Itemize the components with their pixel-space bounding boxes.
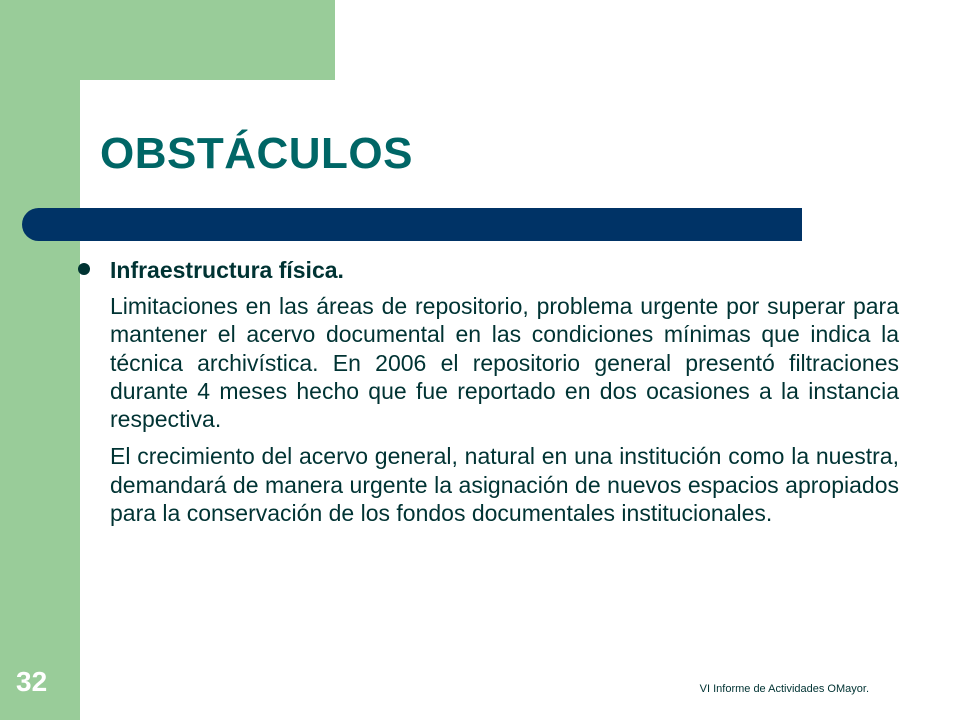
green-top-band — [0, 0, 335, 80]
bullet-icon — [78, 263, 90, 275]
slide-title: OBSTÁCULOS — [100, 129, 413, 178]
slide-body — [110, 255, 899, 536]
footer-text: VI Informe de Actividades OMayor. — [699, 683, 869, 695]
body-paragraph: Limitaciones en las áreas de repositorio, problema urgente por superar para mantener el acervo documental en las condiciones mínimas que indica la técnica archivística. En 2006 el repositorio general presentó filtraciones durante 4 meses hecho que fue reportado en dos ocasiones a la instancia respectiva. — [110, 293, 899, 433]
body-paragraph: El crecimiento del acervo general, natural en una institución como la nuestra, demandará de manera urgente la asignación de nuevos espacios apropiados para la conservación de los fondos documentales institucionales. — [110, 443, 899, 527]
slide-number: 32 — [16, 666, 48, 697]
bullet-heading: Infraestructura física. — [110, 257, 344, 283]
green-side-band — [0, 0, 80, 720]
title-underline-bar — [22, 208, 802, 241]
